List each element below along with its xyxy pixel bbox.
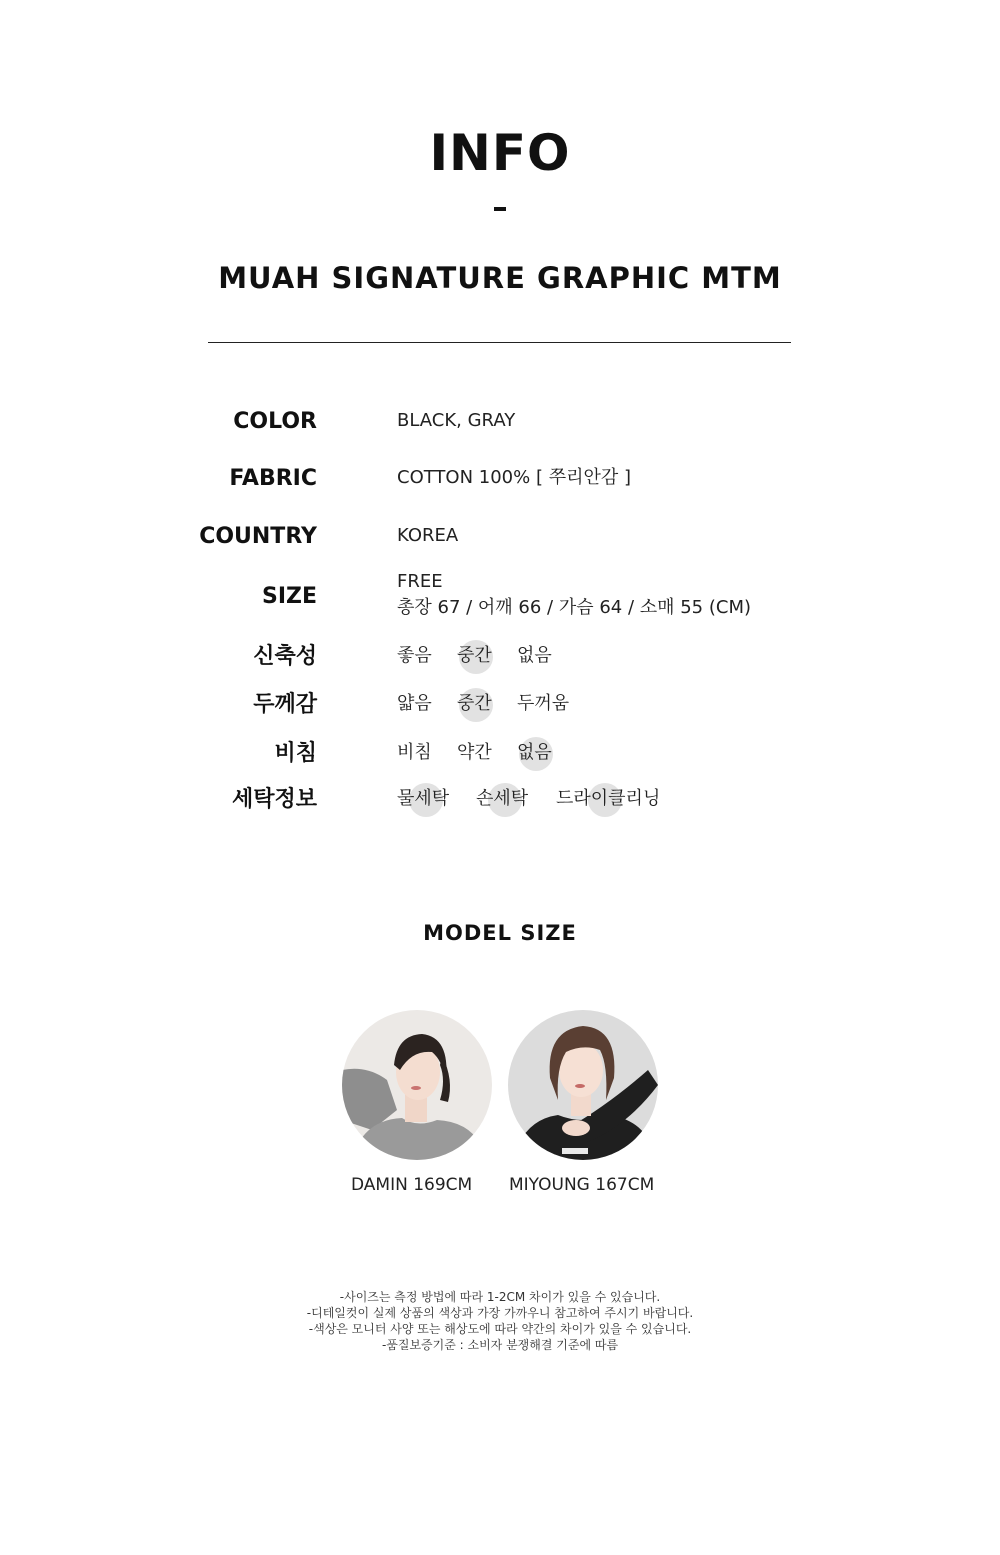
thickness-option-medium: 중간 — [457, 693, 492, 714]
color-value: BLACK, GRAY — [397, 410, 516, 431]
title-dash — [494, 207, 506, 211]
model-size-title: MODEL SIZE — [423, 921, 577, 945]
thickness-option-thick: 두꺼움 — [517, 693, 570, 714]
fabric-label: FABRIC — [229, 466, 317, 491]
washing-option-dry: 드라이클리닝 — [556, 788, 661, 809]
country-value: KOREA — [397, 525, 459, 546]
notes — [0, 1289, 1000, 1353]
divider — [208, 342, 791, 343]
size-value-free: FREE — [397, 571, 443, 592]
note-line: -사이즈는 측정 방법에 따라 1-2CM 차이가 있을 수 있습니다. — [339, 1290, 661, 1304]
washing-option-water: 물세탁 — [397, 788, 450, 809]
size-label: SIZE — [261, 584, 317, 609]
stretch-option-good: 좋음 — [397, 645, 432, 666]
sheer-option-slight: 약간 — [457, 742, 492, 763]
washing-label: 세탁정보 — [231, 787, 317, 812]
model-caption-miyoung: MIYOUNG 167CM — [509, 1175, 655, 1195]
note-line: -디테일컷이 실제 상품의 색상과 가장 가까우니 참고하여 주시기 바랍니다. — [306, 1306, 694, 1320]
page-title: INFO — [429, 124, 571, 182]
sheer-label: 비침 — [274, 741, 317, 766]
stretch-option-medium: 중간 — [457, 645, 492, 666]
model-photo-miyoung — [508, 1010, 658, 1160]
model-photo-damin — [342, 1010, 492, 1160]
model-caption-damin: DAMIN 169CM — [351, 1175, 473, 1195]
washing-option-hand: 손세탁 — [476, 788, 529, 809]
sheer-option-sheer: 비침 — [397, 742, 432, 763]
color-label: COLOR — [233, 409, 317, 434]
fabric-value: COTTON 100% [ 쭈리안감 ] — [397, 467, 631, 488]
size-value-measurements: 총장 67 / 어깨 66 / 가슴 64 / 소매 55 (CM) — [397, 597, 751, 618]
thickness-label: 두께감 — [253, 692, 317, 717]
product-name: MUAH SIGNATURE GRAPHIC MTM — [218, 261, 782, 295]
stretch-option-none: 없음 — [517, 645, 552, 666]
note-line: -색상은 모니터 사양 또는 해상도에 따라 약간의 차이가 있을 수 있습니다. — [308, 1322, 692, 1336]
sheer-option-none: 없음 — [517, 742, 552, 763]
stretch-label: 신축성 — [253, 644, 317, 669]
note-line: -품질보증기준 : 소비자 분쟁해결 기준에 따름 — [381, 1338, 619, 1352]
country-label: COUNTRY — [199, 524, 317, 549]
thickness-option-thin: 얇음 — [397, 693, 432, 714]
